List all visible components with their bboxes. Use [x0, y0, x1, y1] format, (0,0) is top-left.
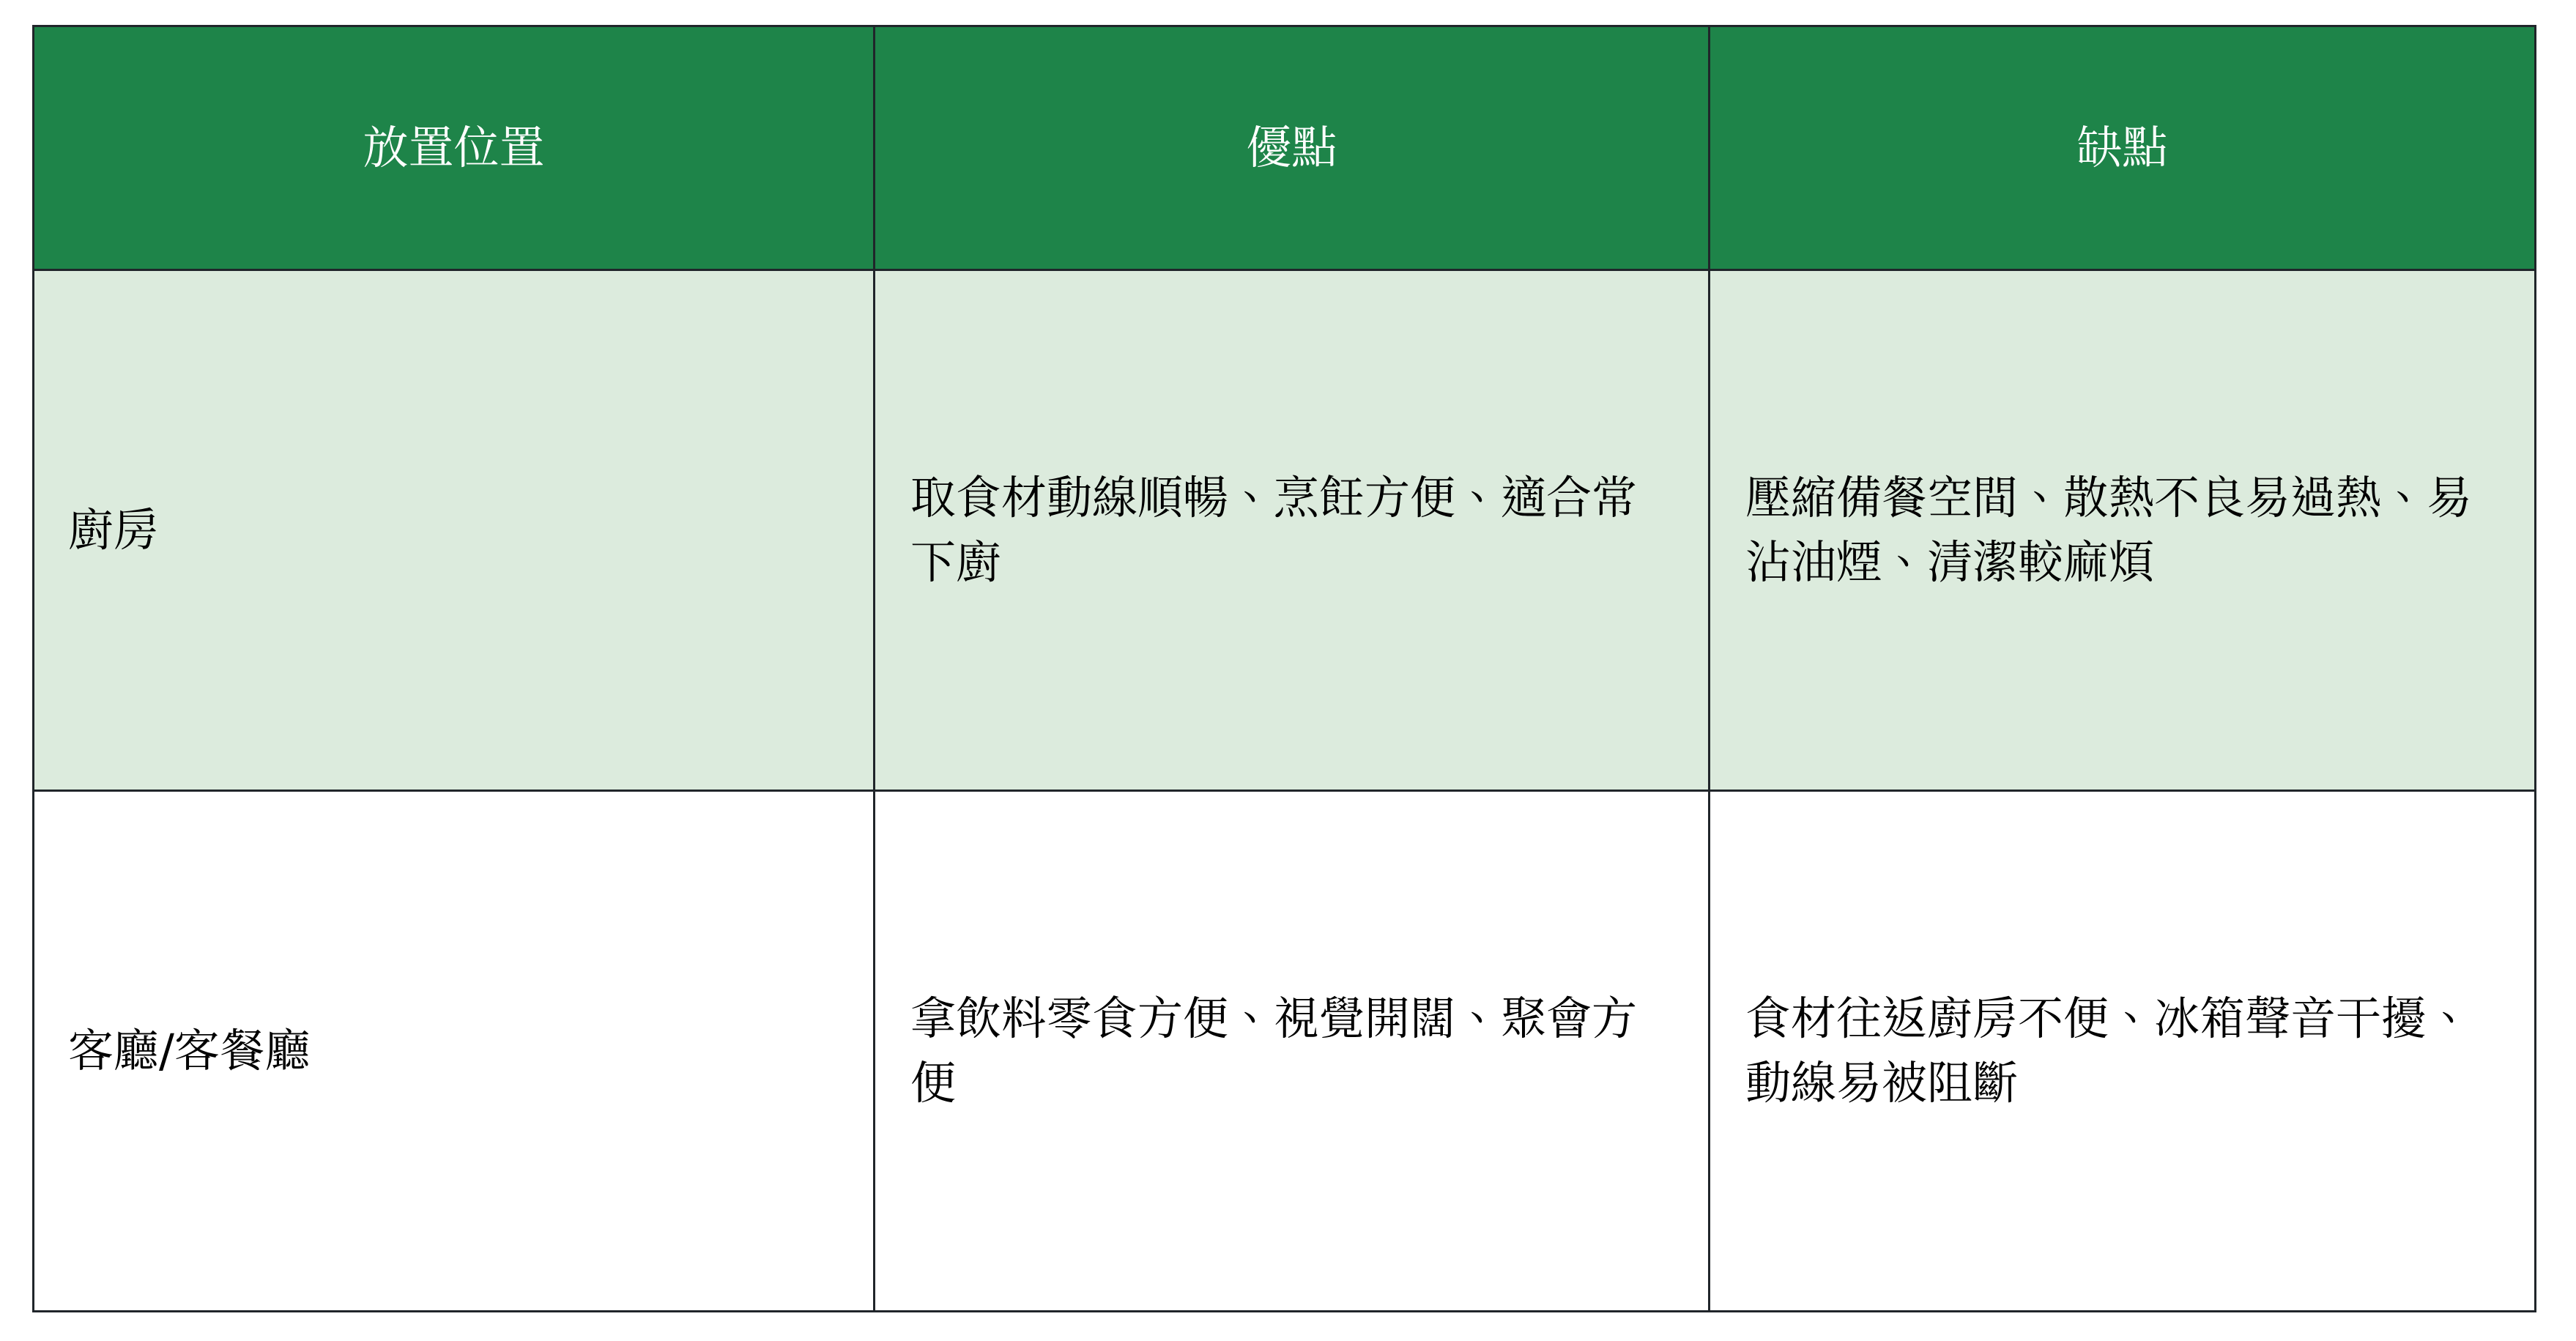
table-header-row [34, 26, 2536, 270]
cell-pros: 取食材動線順暢、烹飪方便、適合常下廚 [875, 270, 1710, 791]
table-row [34, 791, 2536, 1312]
column-header-cons: 缺點 [1710, 26, 2536, 270]
table-header [34, 26, 2536, 270]
cell-pros: 拿飲料零食方便、視覺開闊、聚會方便 [875, 791, 1710, 1312]
comparison-table [32, 25, 2536, 1312]
cell-cons: 壓縮備餐空間、散熱不良易過熱、易沾油煙、清潔較麻煩 [1710, 270, 2536, 791]
column-header-location: 放置位置 [34, 26, 875, 270]
column-header-pros: 優點 [875, 26, 1710, 270]
table-row [34, 270, 2536, 791]
cell-cons: 食材往返廚房不便、冰箱聲音干擾、動線易被阻斷 [1710, 791, 2536, 1312]
cell-location: 客廳/客餐廳 [34, 791, 875, 1312]
cell-location: 廚房 [34, 270, 875, 791]
table-body [34, 270, 2536, 1312]
